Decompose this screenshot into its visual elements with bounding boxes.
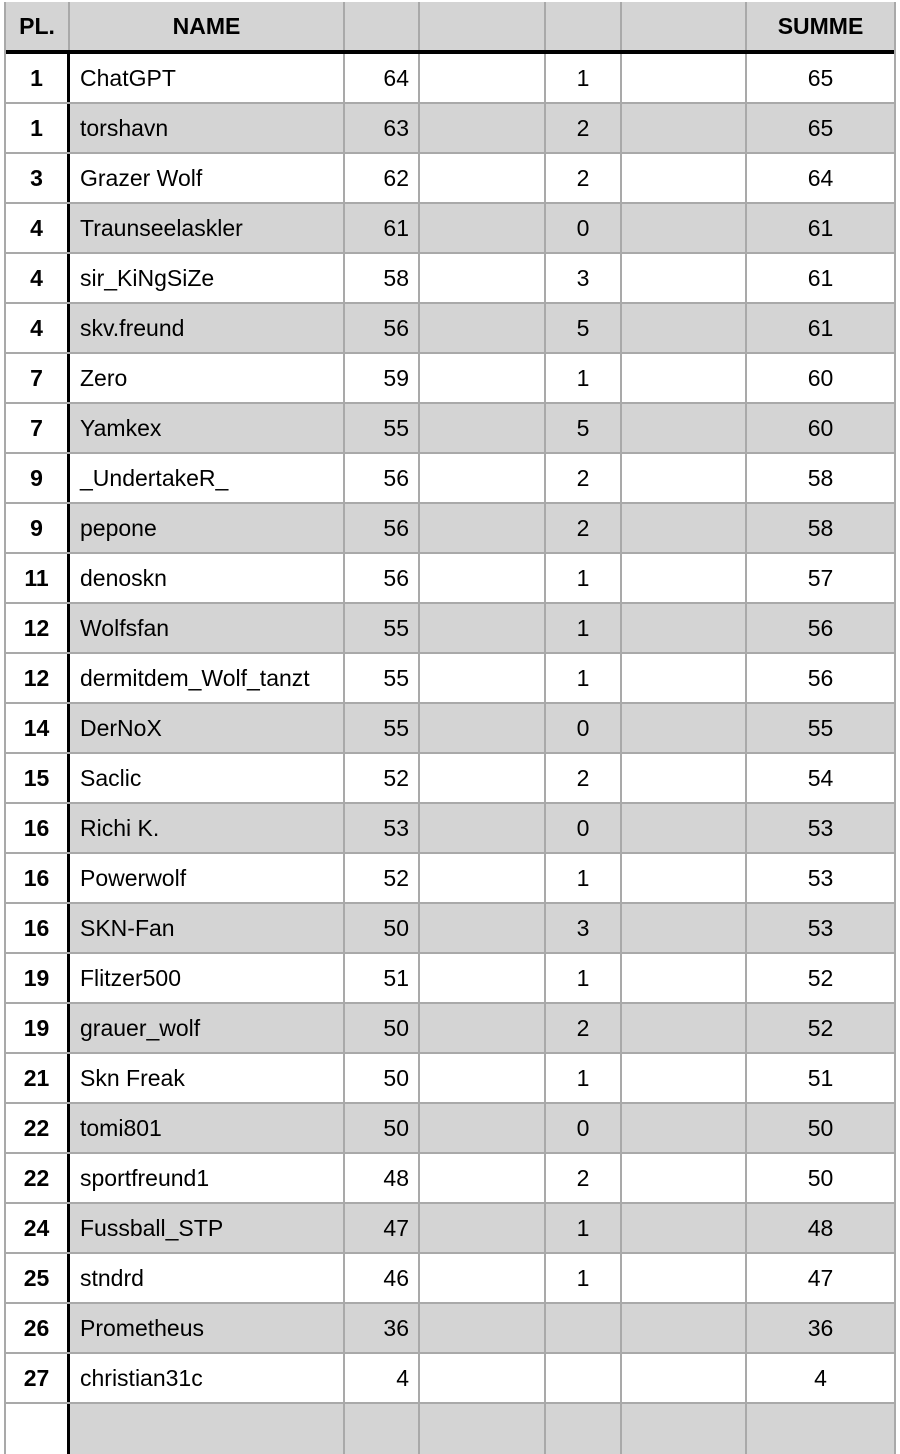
- cell-sum: 50: [807, 1164, 834, 1191]
- cell-points: 50: [345, 904, 420, 952]
- cell-place: 9: [6, 454, 70, 502]
- cell-name: sir_KiNgSiZe: [70, 254, 345, 302]
- cell-empty-1: [420, 854, 546, 902]
- header-empty-1: [420, 2, 546, 50]
- cell-empty-1: [420, 54, 546, 102]
- cell-bonus: 2: [546, 104, 622, 152]
- cell-empty-2: [622, 1304, 747, 1352]
- cell-bonus: 0: [546, 804, 622, 852]
- header-sum: SUMME: [747, 2, 894, 50]
- cell-name: Zero: [70, 354, 345, 402]
- cell-empty-1: [420, 604, 546, 652]
- cell-sum: 65: [807, 114, 834, 141]
- cell-sum: 57: [807, 564, 834, 591]
- cell-place: 4: [6, 204, 70, 252]
- cell-empty-1: [420, 354, 546, 402]
- cell-name: torshavn: [70, 104, 345, 152]
- cell-bonus: 1: [546, 654, 622, 702]
- cell-name: stndrd: [70, 1254, 345, 1302]
- cell-name: Traunseelaskler: [70, 204, 345, 252]
- table-row: [6, 504, 894, 554]
- cell-name: skv.freund: [70, 304, 345, 352]
- table-row: [6, 1354, 894, 1404]
- cell-empty-2: [622, 654, 747, 702]
- cell-sum: 53: [807, 914, 834, 941]
- cell-empty-1: [420, 204, 546, 252]
- cell-name: dermitdem_Wolf_tanzt: [70, 654, 345, 702]
- cell-empty-1: [420, 904, 546, 952]
- cell-points: 50: [345, 1104, 420, 1152]
- cell-empty-2: [622, 704, 747, 752]
- cell-empty-1: [420, 804, 546, 852]
- cell-empty-2: [622, 354, 747, 402]
- table-row: [6, 604, 894, 654]
- cell-empty-2: [622, 254, 747, 302]
- cell-empty-2: [622, 604, 747, 652]
- cell-bonus: 2: [546, 454, 622, 502]
- cell-place: 12: [6, 604, 70, 652]
- cell-name: Richi K.: [70, 804, 345, 852]
- cell-empty-2: [622, 104, 747, 152]
- cell-sum: 36: [807, 1314, 834, 1341]
- table-row: [6, 1154, 894, 1204]
- cell-points: 63: [345, 104, 420, 152]
- cell-empty-2: [622, 1354, 747, 1402]
- cell-bonus: 0: [546, 1104, 622, 1152]
- cell-points: 55: [345, 654, 420, 702]
- cell-empty-2: [622, 754, 747, 802]
- cell-sum: 51: [807, 1064, 834, 1091]
- cell-bonus: 1: [546, 354, 622, 402]
- cell-place: 3: [6, 154, 70, 202]
- cell-sum: 56: [807, 614, 834, 641]
- cell-sum: 60: [807, 414, 834, 441]
- table-row: [6, 1304, 894, 1354]
- cell-name: pepone: [70, 504, 345, 552]
- cell-name: christian31c: [70, 1354, 345, 1402]
- cell-empty-1: [420, 454, 546, 502]
- cell-empty-1: [420, 1354, 546, 1402]
- cell-empty-1: [420, 954, 546, 1002]
- cell-points: 56: [345, 304, 420, 352]
- cell-points: 51: [345, 954, 420, 1002]
- cell-empty-2: [622, 954, 747, 1002]
- table-row: [6, 454, 894, 504]
- cell-bonus: 0: [546, 204, 622, 252]
- cell-empty-2: [622, 554, 747, 602]
- cell-place: 16: [6, 854, 70, 902]
- cell-name: denoskn: [70, 554, 345, 602]
- cell-name: Grazer Wolf: [70, 154, 345, 202]
- table-row: [6, 1104, 894, 1154]
- cell-place: 22: [6, 1154, 70, 1202]
- cell-empty-2: [622, 854, 747, 902]
- cell-place: 16: [6, 904, 70, 952]
- cell-empty-1: [420, 104, 546, 152]
- cell-name: Skn Freak: [70, 1054, 345, 1102]
- cell-empty-2: [622, 404, 747, 452]
- cell-bonus: 1: [546, 854, 622, 902]
- cell-place: 22: [6, 1104, 70, 1152]
- cell-place: 24: [6, 1204, 70, 1252]
- leaderboard-table: [4, 2, 896, 1454]
- cell-points: 36: [345, 1304, 420, 1352]
- table-row: [6, 204, 894, 254]
- cell-empty-2: [622, 1054, 747, 1102]
- cell-points: 56: [345, 554, 420, 602]
- cell-sum: 61: [807, 214, 834, 241]
- cell-bonus: 2: [546, 154, 622, 202]
- cell-name: Fussball_STP: [70, 1204, 345, 1252]
- cell-bonus: 2: [546, 1154, 622, 1202]
- cell-empty-1: [420, 404, 546, 452]
- table-row: [6, 354, 894, 404]
- cell-empty-1: [420, 1204, 546, 1252]
- cell-place: 7: [6, 354, 70, 402]
- cell-name: Wolfsfan: [70, 604, 345, 652]
- table-row: [6, 554, 894, 604]
- header-name: NAME: [70, 2, 345, 50]
- cell-empty-1: [420, 504, 546, 552]
- table-row: [6, 804, 894, 854]
- cell-bonus: 1: [546, 54, 622, 102]
- cell-empty-1: [420, 154, 546, 202]
- cell-name: Flitzer500: [70, 954, 345, 1002]
- cell-bonus: 1: [546, 554, 622, 602]
- cell-name: Prometheus: [70, 1304, 345, 1352]
- table-row: [6, 154, 894, 204]
- cell-sum: 54: [807, 764, 834, 791]
- cell-points: 56: [345, 504, 420, 552]
- cell-sum: 55: [807, 714, 834, 741]
- cell-place: 1: [6, 54, 70, 102]
- cell-points: 47: [345, 1204, 420, 1252]
- cell-name: Powerwolf: [70, 854, 345, 902]
- cell-place: 21: [6, 1054, 70, 1102]
- cell-points: 55: [345, 704, 420, 752]
- table-row: [6, 754, 894, 804]
- cell-name: Saclic: [70, 754, 345, 802]
- cell-bonus: [546, 1354, 622, 1402]
- cell-points: 50: [345, 1054, 420, 1102]
- cell-place: 25: [6, 1254, 70, 1302]
- cell-empty-1: [420, 1054, 546, 1102]
- cell-name: Yamkex: [70, 404, 345, 452]
- table-row: [6, 854, 894, 904]
- header-place: PL.: [6, 2, 70, 50]
- cell-bonus: 5: [546, 404, 622, 452]
- cell-empty-2: [622, 204, 747, 252]
- cell-sum: 53: [807, 864, 834, 891]
- cell-name: tomi801: [70, 1104, 345, 1152]
- cell-sum: 52: [807, 1014, 834, 1041]
- cell-sum: 52: [807, 964, 834, 991]
- cell-bonus: 1: [546, 1054, 622, 1102]
- cell-empty-2: [622, 54, 747, 102]
- cell-empty-2: [622, 904, 747, 952]
- table-row: [6, 404, 894, 454]
- cell-bonus: 5: [546, 304, 622, 352]
- cell-bonus: 1: [546, 1204, 622, 1252]
- cell-points: 52: [345, 854, 420, 902]
- cell-empty-1: [420, 754, 546, 802]
- cell-points: 50: [345, 1004, 420, 1052]
- cell-name: SKN-Fan: [70, 904, 345, 952]
- cell-bonus: 1: [546, 1254, 622, 1302]
- cell-sum: 4: [814, 1364, 827, 1391]
- cell-sum: 48: [807, 1214, 834, 1241]
- cell-points: 46: [345, 1254, 420, 1302]
- cell-place: 12: [6, 654, 70, 702]
- cell-empty-1: [420, 1254, 546, 1302]
- cell-sum: 56: [807, 664, 834, 691]
- cell-points: 64: [345, 54, 420, 102]
- cell-place: 27: [6, 1354, 70, 1402]
- cell-place: 19: [6, 954, 70, 1002]
- cell-sum: 60: [807, 364, 834, 391]
- cell-points: 55: [345, 604, 420, 652]
- cell-points: 61: [345, 204, 420, 252]
- cell-points: 56: [345, 454, 420, 502]
- cell-points: 48: [345, 1154, 420, 1202]
- cell-empty-2: [622, 304, 747, 352]
- cell-points: 59: [345, 354, 420, 402]
- cell-bonus: 2: [546, 504, 622, 552]
- cell-sum: 53: [807, 814, 834, 841]
- cell-place: 19: [6, 1004, 70, 1052]
- cell-name: ChatGPT: [70, 54, 345, 102]
- cell-name: _UndertakeR_: [70, 454, 345, 502]
- header-empty-2: [622, 2, 747, 50]
- table-row: [6, 304, 894, 354]
- cell-place: 7: [6, 404, 70, 452]
- cell-empty-2: [622, 154, 747, 202]
- table-row: [6, 54, 894, 104]
- cell-place: 1: [6, 104, 70, 152]
- cell-name: grauer_wolf: [70, 1004, 345, 1052]
- table-row: [6, 654, 894, 704]
- cell-points: 4: [345, 1354, 420, 1402]
- cell-points: 52: [345, 754, 420, 802]
- cell-sum: 64: [807, 164, 834, 191]
- cell-empty-1: [420, 554, 546, 602]
- cell-empty-1: [420, 704, 546, 752]
- cell-bonus: 2: [546, 1004, 622, 1052]
- cell-place: 4: [6, 254, 70, 302]
- cell-bonus: 3: [546, 904, 622, 952]
- cell-empty-1: [420, 1304, 546, 1352]
- cell-place: 9: [6, 504, 70, 552]
- table-row: [6, 704, 894, 754]
- header-points: [345, 2, 420, 50]
- cell-empty-1: [420, 1004, 546, 1052]
- table-header-row: [6, 2, 894, 54]
- cell-bonus: 0: [546, 704, 622, 752]
- cell-place: 15: [6, 754, 70, 802]
- cell-place: 16: [6, 804, 70, 852]
- cell-empty-2: [622, 1004, 747, 1052]
- cell-place: 4: [6, 304, 70, 352]
- table-row: [6, 1054, 894, 1104]
- cell-points: 53: [345, 804, 420, 852]
- cell-empty-2: [622, 1154, 747, 1202]
- cell-empty-1: [420, 304, 546, 352]
- cell-sum: 58: [807, 464, 834, 491]
- cell-empty-2: [622, 454, 747, 502]
- table-row: [6, 254, 894, 304]
- cell-bonus: 2: [546, 754, 622, 802]
- cell-empty-2: [622, 804, 747, 852]
- cell-points: 55: [345, 404, 420, 452]
- cell-empty-2: [622, 1104, 747, 1152]
- table-row: [6, 104, 894, 154]
- cell-name: sportfreund1: [70, 1154, 345, 1202]
- cell-empty-2: [622, 1254, 747, 1302]
- header-bonus: [546, 2, 622, 50]
- cell-bonus: [546, 1304, 622, 1352]
- cell-bonus: 3: [546, 254, 622, 302]
- cell-sum: 58: [807, 514, 834, 541]
- table-row: [6, 954, 894, 1004]
- cell-points: 62: [345, 154, 420, 202]
- cell-sum: 61: [807, 264, 834, 291]
- cell-empty-1: [420, 1154, 546, 1202]
- table-row: [6, 904, 894, 954]
- cell-sum: 61: [807, 314, 834, 341]
- cell-sum: 50: [807, 1114, 834, 1141]
- cell-empty-2: [622, 504, 747, 552]
- cell-place: 26: [6, 1304, 70, 1352]
- cell-bonus: 1: [546, 954, 622, 1002]
- cell-empty-1: [420, 654, 546, 702]
- table-row: [6, 1004, 894, 1054]
- cell-sum: 47: [807, 1264, 834, 1291]
- cell-sum: 65: [807, 64, 834, 91]
- table-row: [6, 1204, 894, 1254]
- table-row: [6, 1254, 894, 1304]
- cell-empty-2: [622, 1204, 747, 1252]
- cell-name: DerNoX: [70, 704, 345, 752]
- cell-bonus: 1: [546, 604, 622, 652]
- cell-place: 11: [6, 554, 70, 602]
- cell-place: 14: [6, 704, 70, 752]
- cell-empty-1: [420, 254, 546, 302]
- cell-empty-1: [420, 1104, 546, 1152]
- table-body: [6, 54, 894, 1404]
- cell-points: 58: [345, 254, 420, 302]
